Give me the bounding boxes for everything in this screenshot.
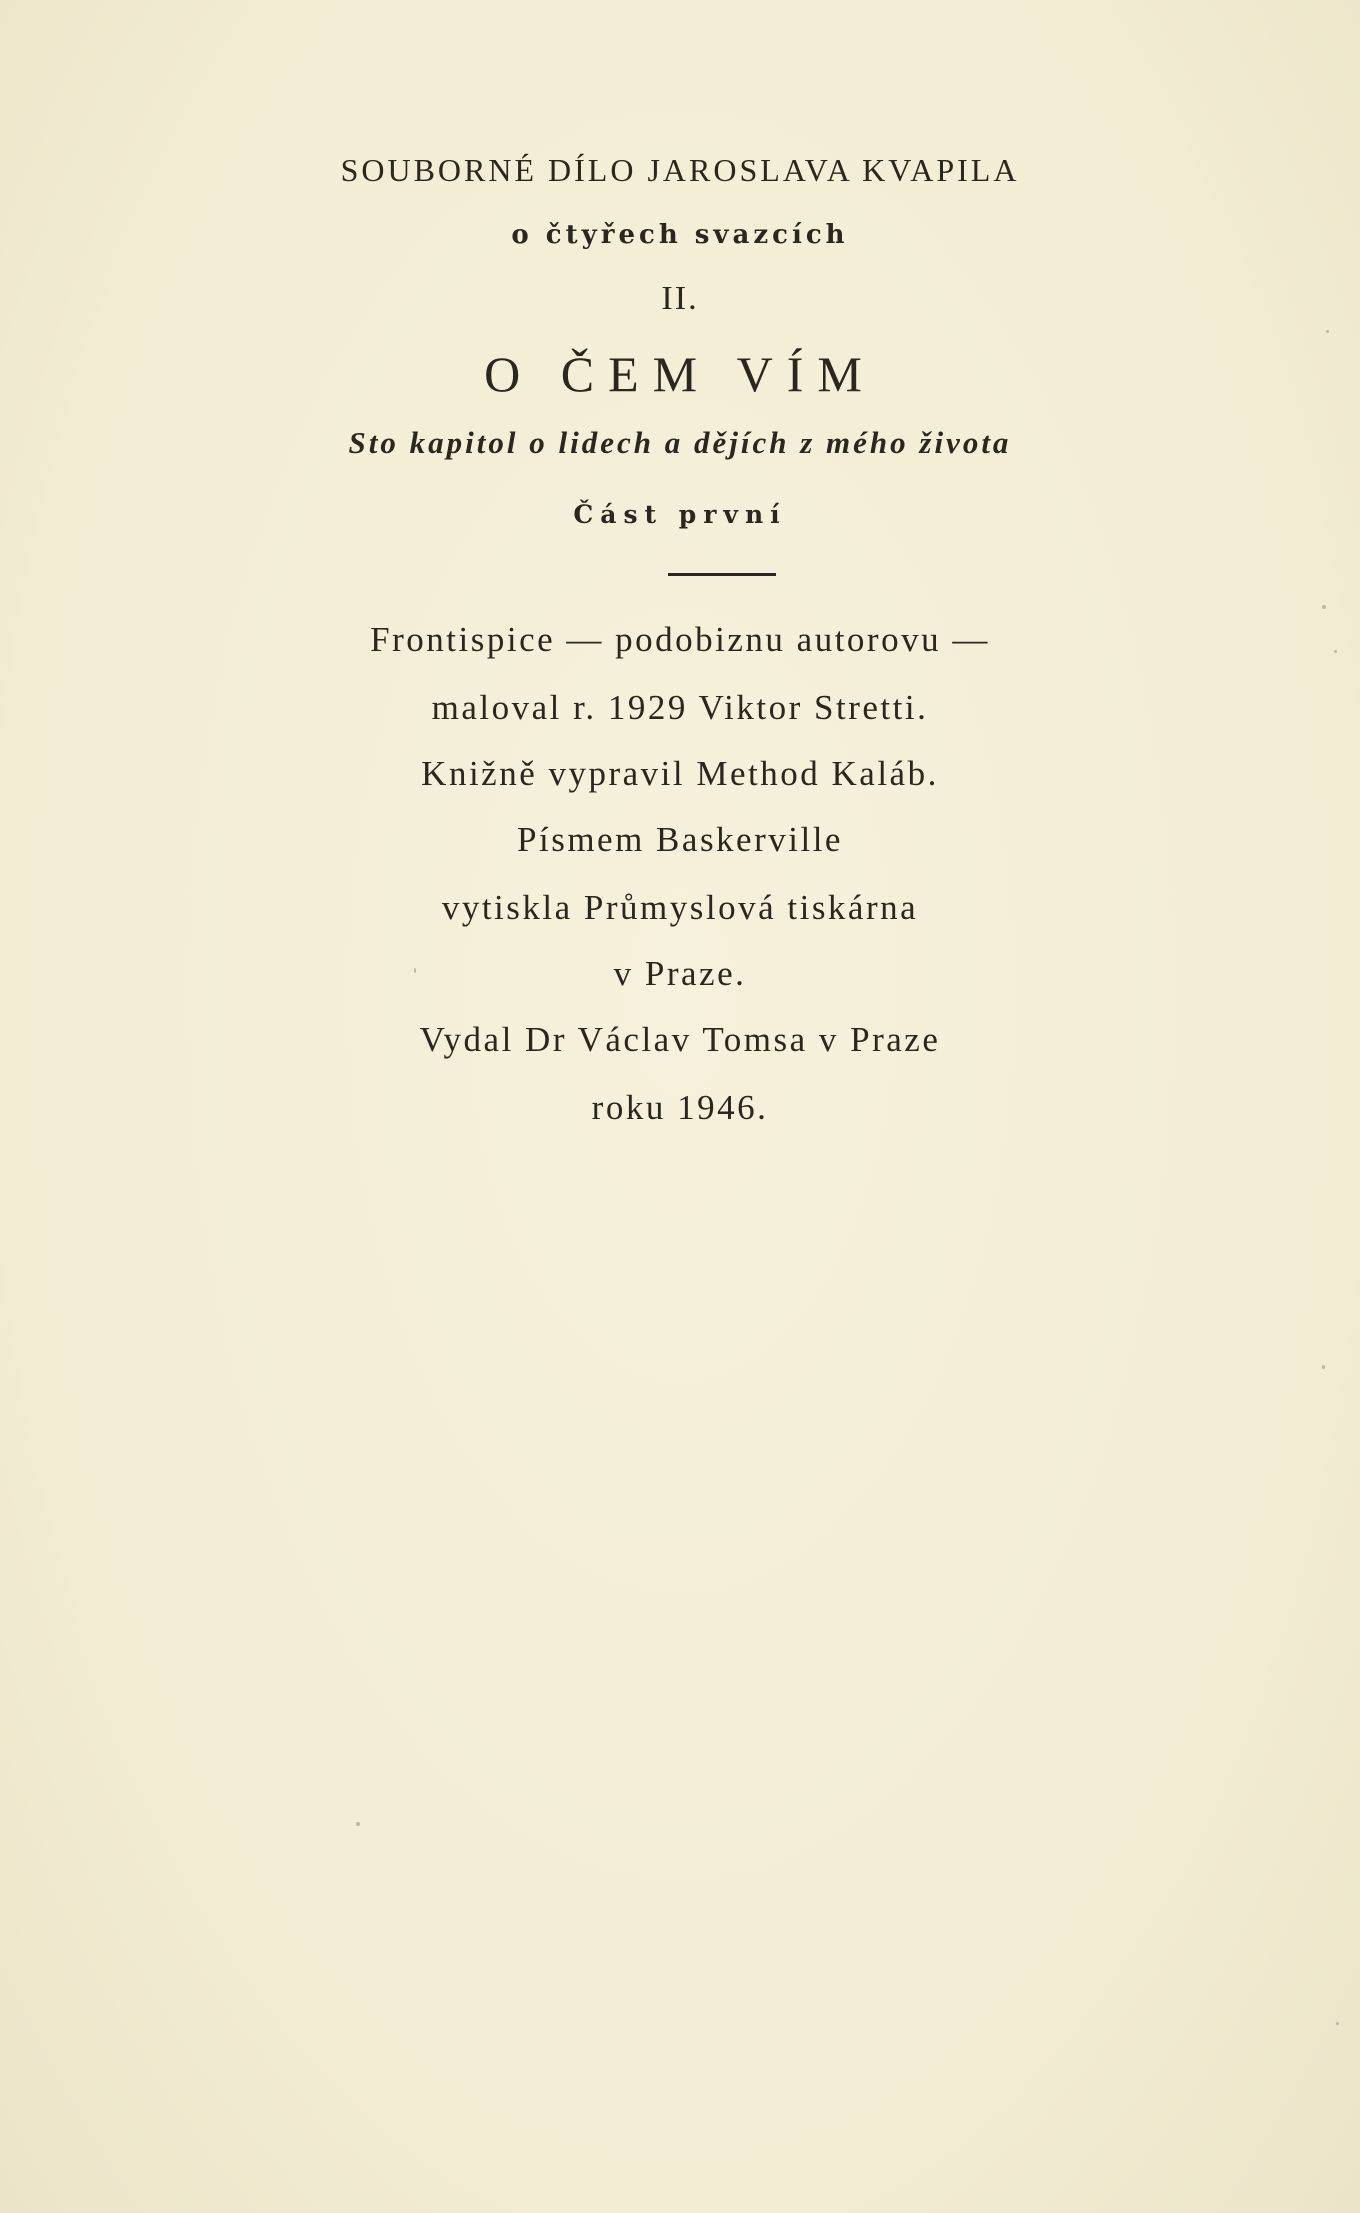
colophon-line: v Praze. [613, 954, 747, 993]
paper-speck [356, 1822, 360, 1826]
paper-speck [1334, 650, 1337, 653]
divider-rule [668, 573, 776, 576]
volumes-note: o čtyřech svazcích [511, 220, 849, 250]
paper-speck [1336, 2022, 1339, 2025]
volume-number: II. [661, 280, 699, 317]
paper-speck [1322, 1365, 1325, 1369]
colophon-line: roku 1946. [591, 1088, 769, 1127]
part-label: Část první [573, 500, 787, 529]
book-subtitle: Sto kapitol o lidech a dějích z mého života [348, 425, 1012, 460]
colophon-line: Knižně vypravil Method Kaláb. [421, 754, 939, 793]
colophon-line: vytiskla Průmyslová tiskárna [441, 888, 919, 927]
colophon-line: maloval r. 1929 Viktor Stretti. [431, 688, 929, 727]
colophon-line: Písmem Baskerville [517, 820, 843, 859]
book-title: O ČEM VÍM [484, 346, 876, 402]
colophon-line: Frontispice — podobiznu autorovu — [370, 620, 990, 659]
series-title: SOUBORNÉ DÍLO JAROSLAVA KVAPILA [340, 152, 1020, 188]
colophon-line: Vydal Dr Václav Tomsa v Praze [419, 1020, 941, 1059]
paper-speck [1326, 330, 1329, 333]
paper-speck [1322, 605, 1326, 609]
paper-speck [414, 968, 416, 973]
